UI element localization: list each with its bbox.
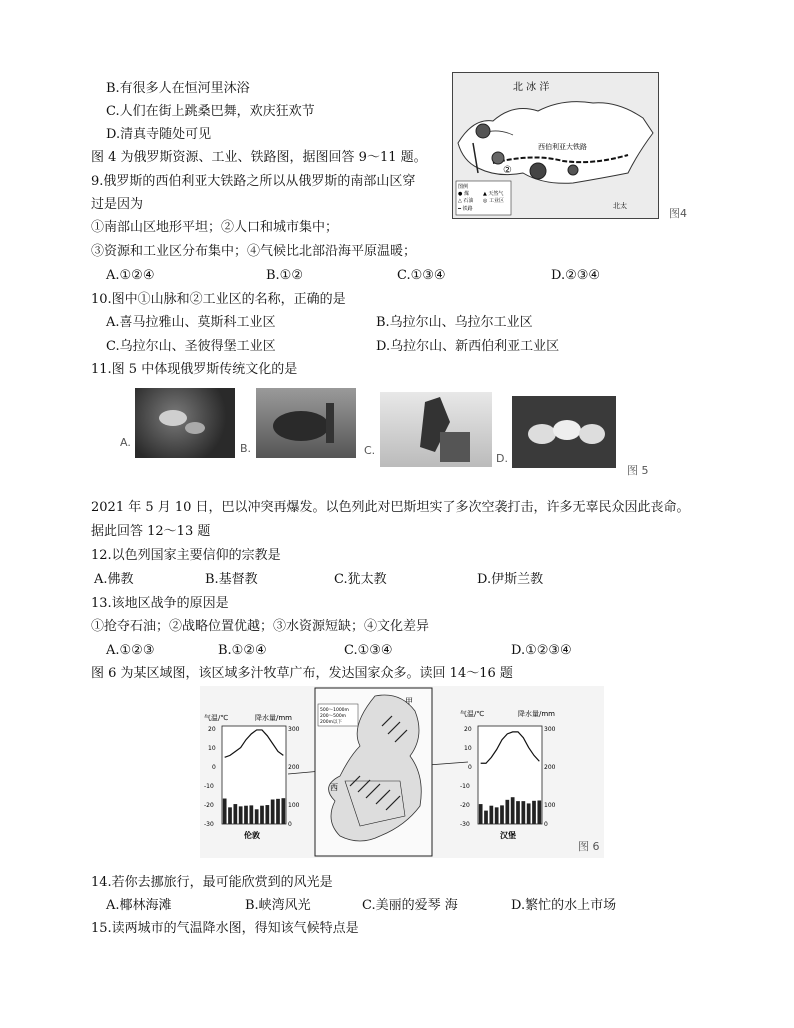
left-precip-tick-300: 300	[288, 726, 300, 733]
q9-statement-2: ③资源和工业区分布集中；④气候比北部沿海平原温暖；	[91, 244, 417, 259]
left-precip-tick-0: 0	[288, 821, 292, 828]
precip-bar	[223, 799, 227, 824]
q11-stem: 11.图 5 中体现俄罗斯传统文化的是	[91, 362, 298, 377]
precip-bar	[233, 804, 237, 824]
left-temp-tick-20: 20	[208, 726, 216, 733]
figure-4-caption: 图4	[669, 207, 687, 220]
precip-bar	[511, 797, 515, 824]
q12-option-b: B.基督教	[205, 572, 258, 587]
photo-d	[512, 396, 616, 468]
photo-b-label: B.	[240, 442, 252, 455]
left-city-name: 伦敦	[244, 831, 260, 840]
photo-b-content	[256, 388, 356, 458]
q9-statement-1: ①南部山区地形平坦；②人口和城市集中；	[91, 220, 339, 235]
precip-bar	[265, 805, 269, 824]
figure6-intro: 图 6 为某区域图，该区域多汁牧草广布，发达国家众多。读回 14～16 题	[91, 666, 513, 681]
arctic-ocean-label: 北 冰 洋	[513, 82, 550, 93]
fig6-legend-2: 200～500m	[320, 714, 347, 719]
option-c: C.人们在街上跳桑巴舞，欢庆狂欢节	[106, 104, 315, 119]
photo-a-label: A.	[120, 436, 131, 449]
precip-bar	[537, 800, 541, 824]
precip-bar	[255, 809, 259, 824]
precip-bar	[249, 805, 253, 824]
left-temp-tick-10: 10	[208, 745, 216, 752]
fig4-legend-industry: ◎ 工业区	[483, 198, 504, 204]
photo-c	[380, 392, 492, 467]
precip-bar	[271, 800, 275, 825]
precip-bar	[244, 806, 248, 824]
precip-bar	[489, 806, 493, 824]
photo-b	[256, 388, 356, 458]
q14-option-d: D.繁忙的水上市场	[511, 898, 617, 913]
precip-bar	[260, 806, 264, 824]
q10-option-c: C.乌拉尔山、圣彼得堡工业区	[106, 339, 276, 354]
figure-5-caption: 图 5	[627, 464, 649, 477]
figure-6-svg	[200, 686, 604, 858]
q13-stem: 13.该地区战争的原因是	[91, 596, 229, 611]
q10-option-d: D.乌拉尔山、新西伯利亚工业区	[376, 339, 560, 354]
pacific-label: 北太	[613, 202, 627, 210]
left-temp-tick-m20: -20	[204, 802, 214, 809]
photo-c-label: C.	[364, 444, 376, 457]
fig4-legend-oil: △ 石油	[458, 198, 474, 204]
right-precip-tick-300: 300	[544, 726, 556, 733]
q9-option-d: D.②③④	[551, 268, 601, 283]
option-d: D.清真寺随处可见	[106, 127, 212, 142]
photo-d-content	[512, 396, 616, 468]
figure4-intro: 图 4 为俄罗斯资源、工业、铁路图，据图回答 9～11 题。	[91, 150, 427, 165]
q14-option-a: A.椰林海滩	[106, 898, 172, 913]
fig4-legend-rail: ━ 铁路	[458, 206, 473, 212]
q12-option-a: A.佛教	[94, 572, 134, 587]
precip-bar	[500, 805, 504, 824]
precip-bar	[532, 801, 536, 824]
precip-bar	[276, 799, 280, 824]
q13-option-a: A.①②③	[106, 643, 155, 658]
left-temp-tick-m30: -30	[204, 821, 214, 828]
right-temp-axis-label: 气温/℃	[460, 710, 485, 718]
railway-label: 西伯利亚大铁路	[538, 143, 587, 151]
figure-6	[200, 686, 604, 858]
fig6-legend-3: 200m以下	[320, 720, 342, 725]
right-temp-tick-10: 10	[464, 745, 472, 752]
q9-option-b: B.①②	[266, 268, 303, 283]
right-temp-tick-m30: -30	[460, 821, 470, 828]
map-label-west: 西	[330, 783, 338, 792]
q12-stem: 12.以色列国家主要信仰的宗教是	[91, 548, 281, 563]
right-temp-tick-m20: -20	[460, 802, 470, 809]
fig4-legend-title: 图例	[458, 184, 469, 190]
photo-c-content	[380, 392, 492, 467]
right-temp-ticks	[460, 726, 472, 828]
fig4-legend-coal: ● 煤	[458, 191, 469, 197]
figure-6-caption: 图 6	[578, 840, 600, 853]
left-temp-tick-0: 0	[212, 764, 216, 771]
fig6-legend-1: 500～1000m	[320, 708, 349, 713]
q13-statements: ①抢夺石油；②战略位置优越；③水资源短缺；④文化差异	[91, 619, 430, 634]
q12-option-d: D.伊斯兰教	[477, 572, 544, 587]
option-b: B.有很多人在恒河里沐浴	[106, 81, 250, 96]
left-precip-tick-200: 200	[288, 764, 300, 771]
precip-bar	[484, 811, 488, 824]
left-precip-axis-label: 降水量/mm	[255, 714, 292, 722]
q14-option-c: C.美丽的爱琴 海	[362, 898, 458, 913]
precip-bar	[228, 807, 232, 824]
q10-option-b: B.乌拉尔山、乌拉尔工业区	[376, 315, 533, 330]
right-precip-axis-label: 降水量/mm	[518, 710, 555, 718]
q13-option-d: D.①②③④	[511, 643, 572, 658]
fig4-legend-gas: ▲ 天然气	[483, 191, 504, 197]
right-city-name: 汉堡	[500, 831, 516, 840]
figure-4-russia-map	[452, 72, 659, 219]
photo-a	[135, 388, 235, 458]
photo-a-content	[135, 388, 235, 458]
left-temp-ticks	[204, 726, 216, 828]
precip-bar	[281, 798, 285, 824]
right-precip-tick-100: 100	[544, 802, 556, 809]
map-label-jia: 甲	[405, 697, 413, 706]
precip-bar	[479, 804, 483, 824]
right-temp-tick-20: 20	[464, 726, 472, 733]
left-precip-tick-100: 100	[288, 802, 300, 809]
q9-stem-2: 过是因为	[91, 197, 144, 212]
passage-line-2: 据此回答 12～13 题	[91, 524, 211, 539]
left-temp-tick-m10: -10	[204, 783, 214, 790]
precip-bar	[527, 803, 531, 824]
q13-option-b: B.①②④	[218, 643, 267, 658]
q12-option-c: C.犹太教	[334, 572, 387, 587]
photo-d-label: D.	[496, 452, 508, 465]
russia-map-svg	[453, 73, 658, 218]
precip-bar	[505, 800, 509, 824]
right-temp-tick-0: 0	[468, 764, 472, 771]
q10-stem: 10.图中①山脉和②工业区的名称，正确的是	[91, 292, 346, 307]
right-temp-tick-m10: -10	[460, 783, 470, 790]
precip-bar	[239, 806, 243, 824]
q9-option-c: C.①③④	[397, 268, 446, 283]
right-precip-tick-200: 200	[544, 764, 556, 771]
label-2: ②	[503, 165, 512, 176]
right-precip-tick-0: 0	[544, 821, 548, 828]
q14-option-b: B.峡湾风光	[245, 898, 311, 913]
precip-bar	[495, 807, 499, 824]
q14-stem: 14.若你去挪旅行，最可能欣赏到的风光是	[91, 875, 333, 890]
q13-option-c: C.①③④	[344, 643, 393, 658]
precip-bar	[521, 801, 525, 824]
left-temp-axis-label: 气温/℃	[204, 714, 229, 722]
q9-option-a: A.①②④	[106, 268, 155, 283]
q15-stem: 15.读两城市的气温降水图，得知该气候特点是	[91, 921, 359, 936]
q9-stem-1: 9.俄罗斯的西伯利亚大铁路之所以从俄罗斯的南部山区穿	[91, 174, 416, 189]
passage-line-1: 2021 年 5 月 10 日，巴以冲突再爆发。以色列此对巴斯坦实了多次空袭打击，许多无辜民众因此丧命。	[91, 500, 690, 515]
precip-bar	[516, 801, 520, 824]
right-precip-ticks	[544, 726, 556, 828]
q10-option-a: A.喜马拉雅山、莫斯科工业区	[106, 315, 276, 330]
left-precip-ticks	[288, 726, 300, 828]
